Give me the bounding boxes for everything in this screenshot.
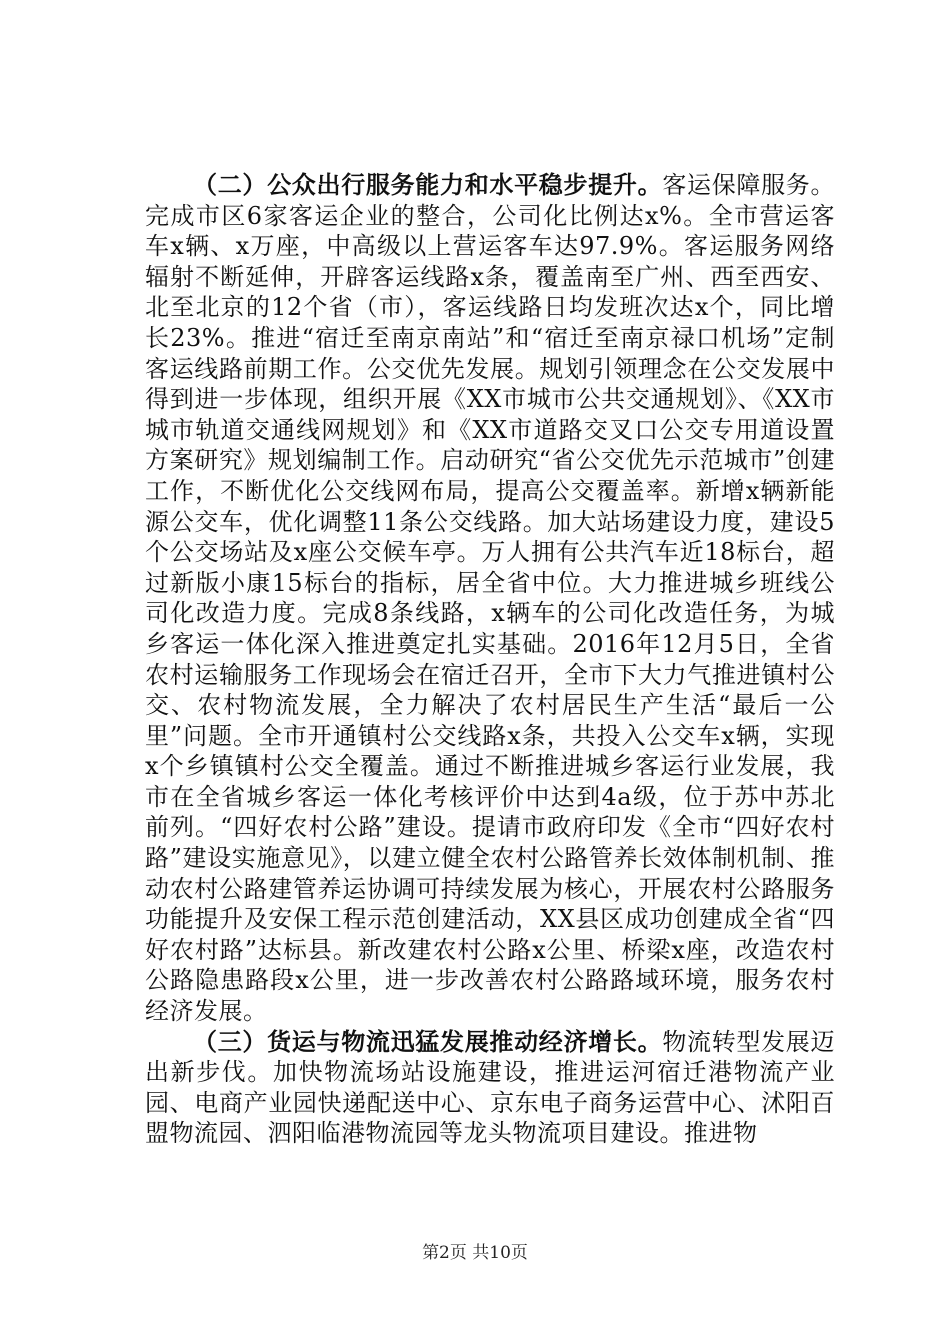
paragraph-text: 客运保障服务。完成市区6家客运企业的整合，公司化比例达x%。全市营运客车x辆、x万座，中高级以上营运客车达97.9%。客运服务网络辐射不断延伸，开辟客运线路x条，覆盖南至广州、西至西安、北至北京的12个省（市），客运线路日均发班次达x个，同比增长23%。推进“宿迁至南京南站”和“宿迁至南京禄口机场”定制客运线路前期工作。公交优先发展。规划引领理念在公交发展中得到进一步体现，组织开展《XX市城市公共交通规划》、《XX市城市轨道交通线网规划》和《XX市道路交叉口公交专用道设置方案研究》规划编制工作。启动研究“省公交优先示范城市”创建工作，不断优化公交线网布局，提高公交覆盖率。新增x辆新能源公交车，优化调整11条公交线路。加大站场建设力度，建设5个公交场站及x座公交候车亭。万人拥有公共汽车近18标台，超过新版小康15标台的指标，居全省中位。大力推进城乡班线公司化改造力度。完成8条线路，x辆车的公司化改造任务，为城乡客运一体化深入推进奠定扎实基础。2016年12月5日，全省农村运输服务工作现场会在宿迁召开，全市下大力气推进镇村公交、农村物流发展，全力解决了农村居民生产生活“最后一公里”问题。全市开通镇村公交线路x条，共投入公交车x辆，实现x个乡镇镇村公交全覆盖。通过不断推进城乡客运行业发展，我市在全省城乡客运一体化考核评价中达到4a级，位于苏中苏北前列。“四好农村公路”建设。提请市政府印发《全市“四好农村路”建设实施意见》，以建立健全农村公路管养长效体制机制、推动农村公路建管养运协调可持续发展为核心，开展农村公路服务功能提升及安保工程示范创建活动，XX县区成功创建成全省“四好农村路”达标县。新改建农村公路x公里、桥梁x座，改造农村公路隐患路段x公里，进一步改善农村公路路域环境，服务农村经济发展。 (145, 171, 836, 1026)
page-footer: 第2页 共10页 (422, 1243, 528, 1263)
section-heading-2: （二）公众出行服务能力和水平稳步提升。 (193, 170, 663, 199)
paragraph-freight-logistics (145, 1027, 835, 1149)
document-body (145, 170, 835, 1149)
paragraph-passenger-service (145, 170, 835, 1027)
paragraph-text: 物流转型发展迈出新步伐。加快物流场站设施建设，推进运河宿迁港物流产业园、电商产业园快递配送中心、京东电子商务运营中心、沭阳百盟物流园、泗阳临港物流园等龙头物流项目建设。推进物 (145, 1027, 836, 1148)
section-heading-3: （三）货运与物流迅猛发展推动经济增长。 (193, 1026, 663, 1056)
